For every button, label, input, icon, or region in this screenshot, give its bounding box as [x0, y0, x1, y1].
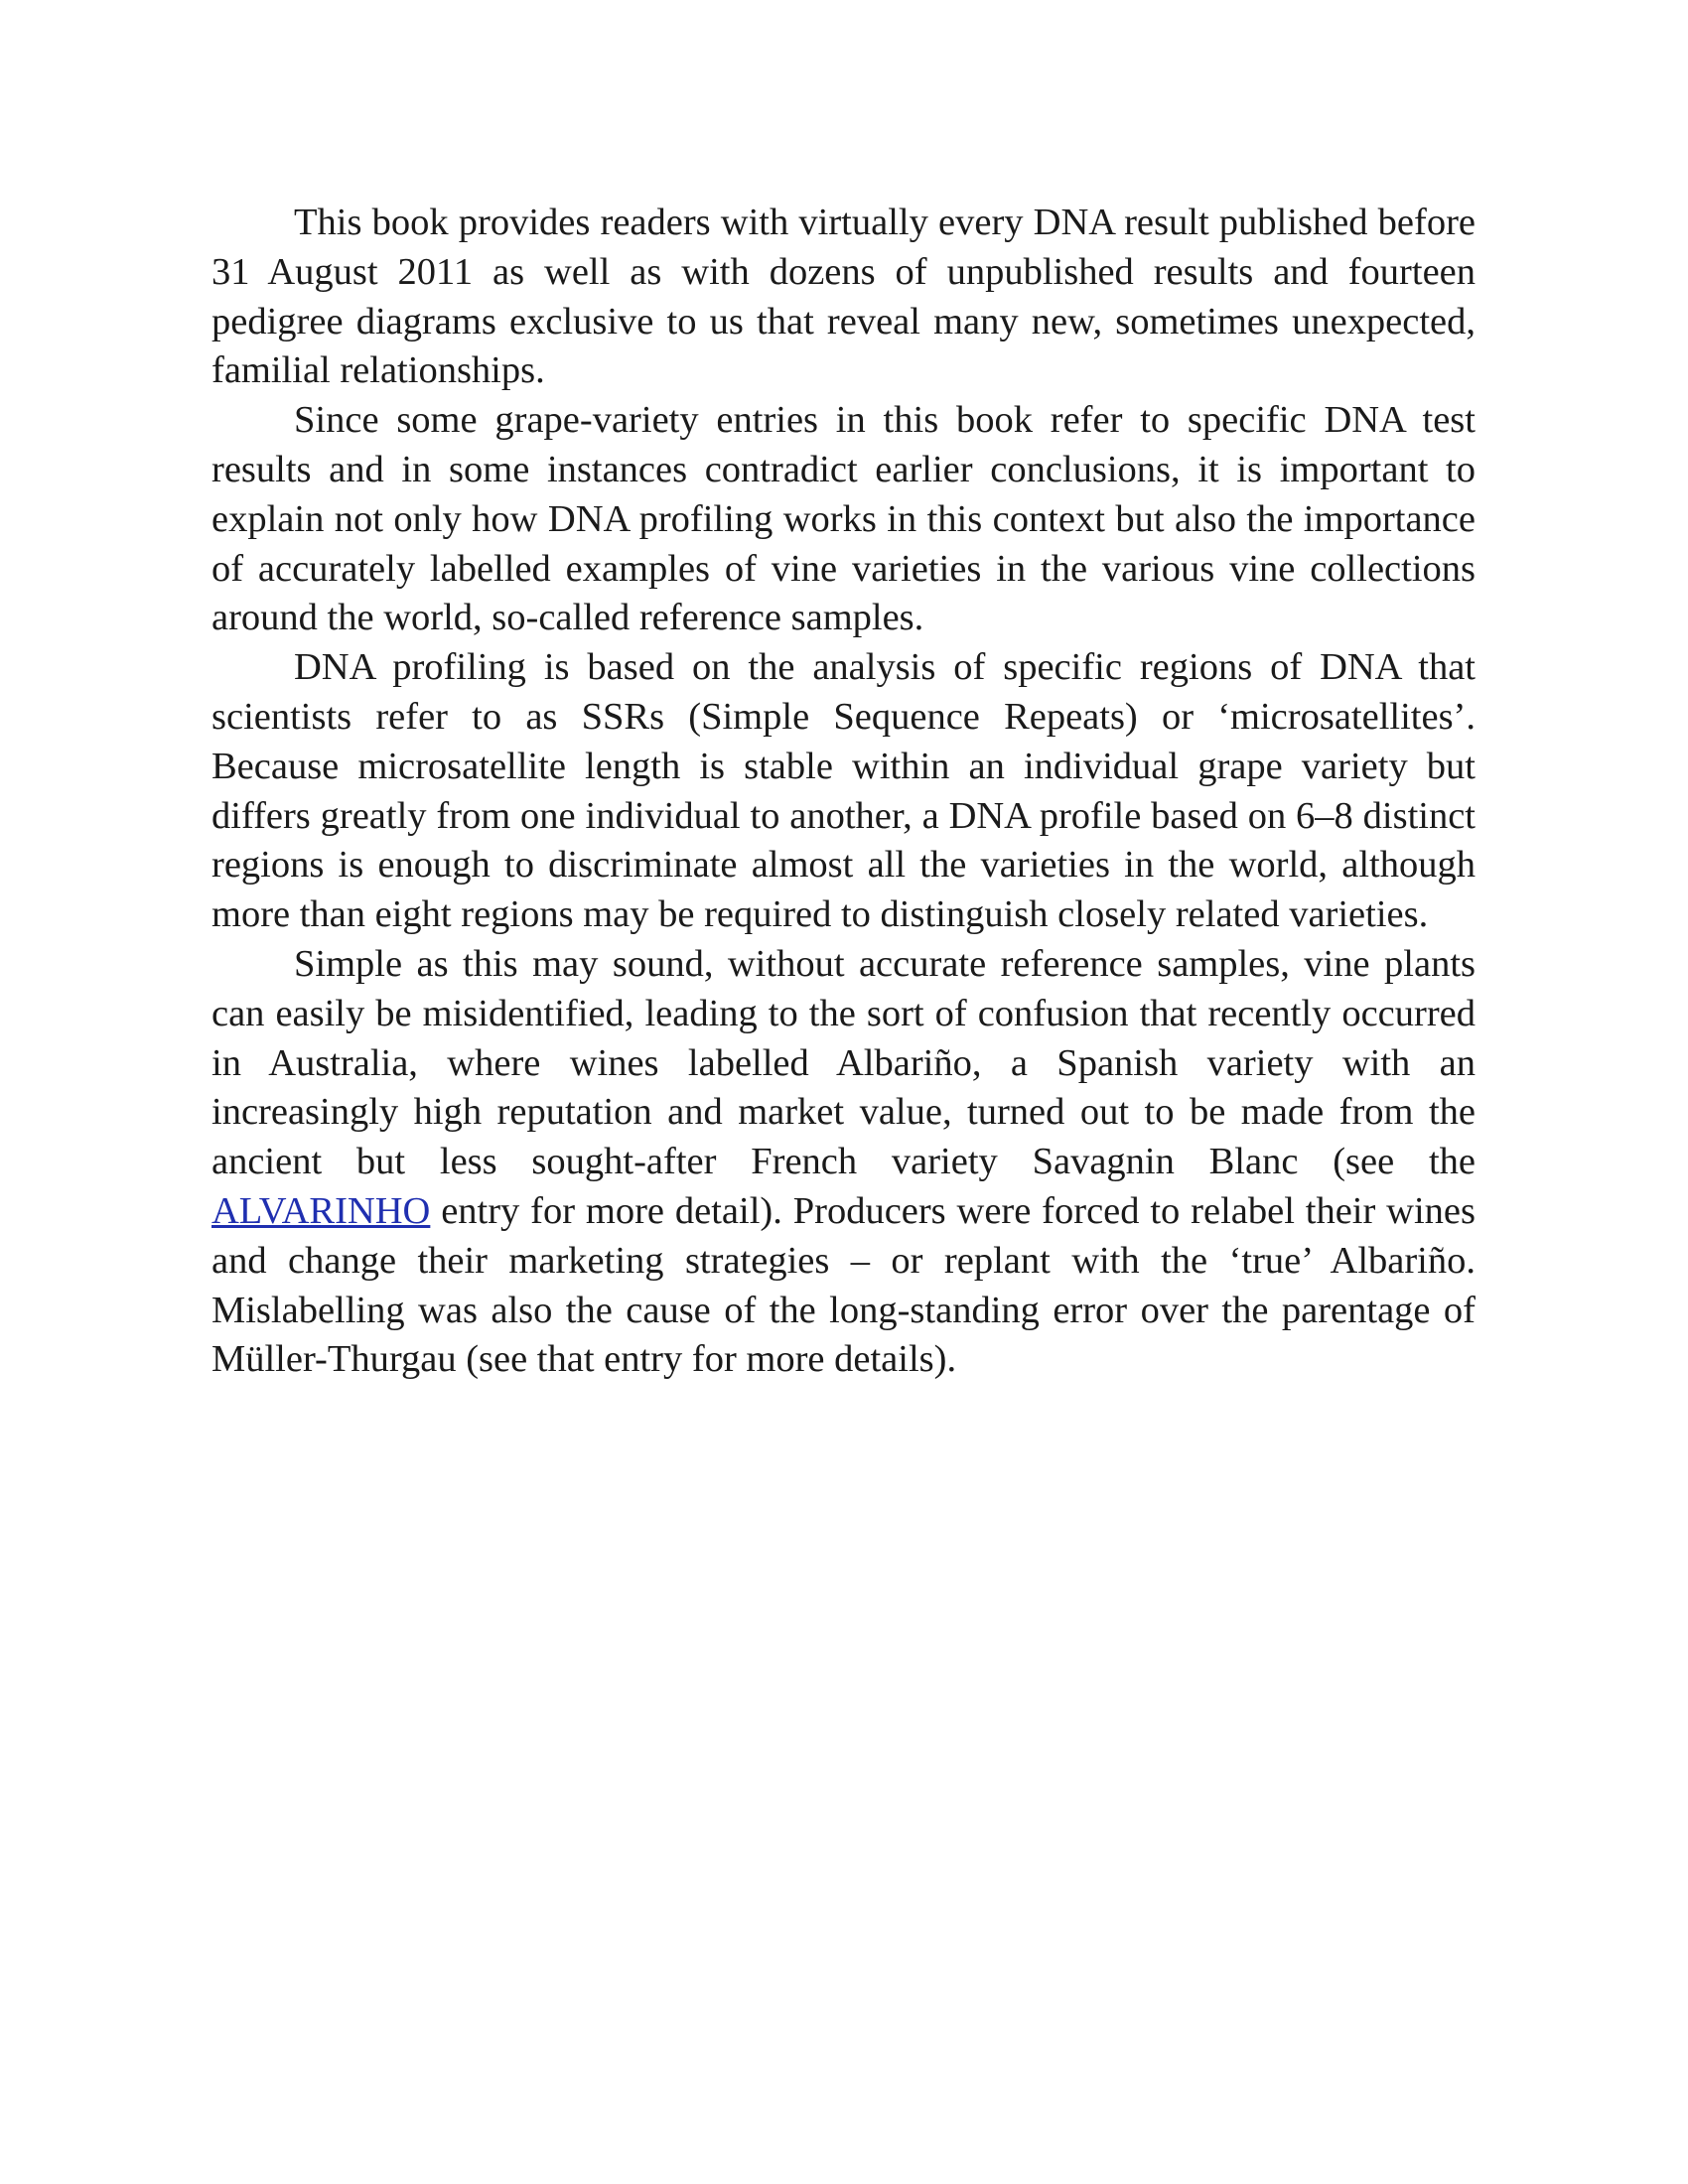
paragraph-misidentification [211, 940, 1476, 1385]
paragraph-reference-samples: Since some grape-variety entries in this book refer to specific DNA test results and in some instances contradict earlier conclusions, it is important to explain not only how DNA profiling works in this context but also the importance of accurately labelled examples of vine varieties in the various vine collections around the world, so-called reference samples. [211, 399, 1476, 639]
paragraph-text-after-link: entry for more detail). Producers were forced to relabel their wines and change their marketing strategies – or replant with the ‘true’ Albariño. Mislabelling was also the cause of the long-standing error over the parentage of Müller-Thurgau (see that entry for more details). [211, 1189, 1476, 1381]
body-text [211, 199, 1476, 1385]
alvarinho-entry-link[interactable]: ALVARINHO [211, 1189, 431, 1232]
paragraph-dna-results: This book provides readers with virtually every DNA result published before 31 August 2011 as well as with dozens of unpublished results and fourteen pedigree diagrams exclusive to us that reveal many new, sometimes unexpected, familial relationships. [211, 202, 1476, 392]
paragraph-dna-profiling: DNA profiling is based on the analysis of specific regions of DNA that scientists refer to as SSRs (Simple Sequence Repeats) or ‘microsatellites’. Because microsatellite length is stable within an individual grape variety but differs greatly from one individual to another, a DNA profile based on 6–8 distinct regions is enough to discriminate almost all the varieties in the world, although more than eight regions may be required to distinguish closely related varieties. [211, 646, 1476, 936]
paragraph-text-before-link: Simple as this may sound, without accurate reference samples, vine plants can easily be misidentified, leading to the sort of confusion that recently occurred in Australia, where wines labelled Albariño, a Spanish variety with an increasingly high reputation and market value, turned out to be made from the ancient but less sought-after French variety Savagnin Blanc (see the [211, 942, 1476, 1183]
